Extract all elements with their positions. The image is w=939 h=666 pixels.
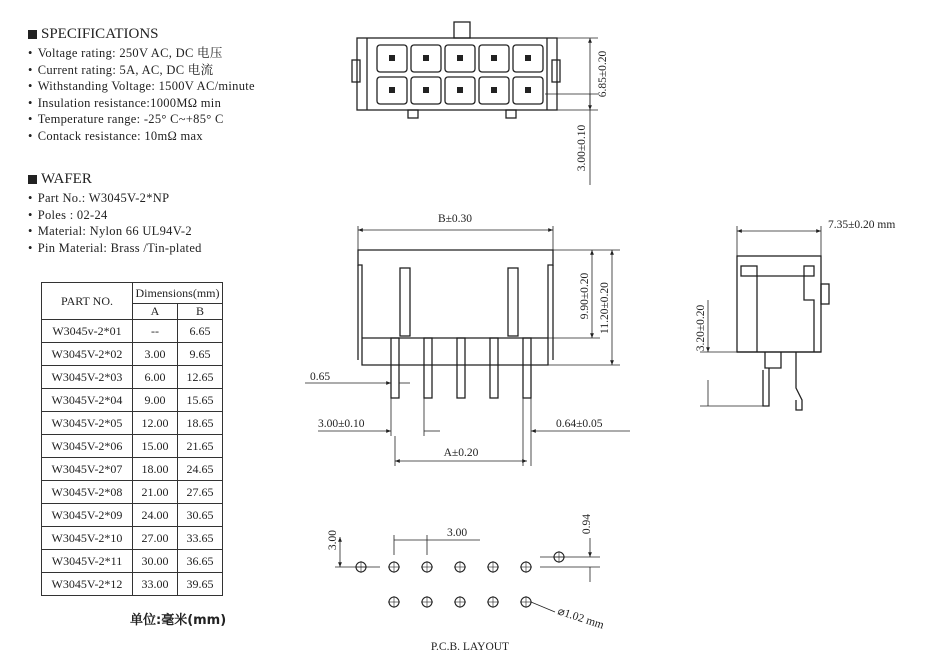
wafer-title: WAFER [41,171,92,187]
part-cell: W3045V-2*10 [42,527,133,550]
a-cell: 15.00 [133,435,178,458]
b-cell: 21.65 [178,435,223,458]
spec-item: • Temperature range: -25° C~+85° C [28,111,255,128]
dim-label: 6.85±0.20 [597,50,609,98]
dim-label: 3.00±0.10 [576,124,588,172]
dim-label: 3.00 [446,527,468,539]
dim-label: 3.00±0.10 [318,418,365,430]
col-b-header: B [178,304,223,320]
dim-label: ⌀1.02 mm [556,605,606,632]
wafer-item: • Pin Material: Brass /Tin-plated [28,240,202,257]
dim-label: 0.64±0.05 [556,418,603,430]
top-cavities [377,45,543,104]
dim-label: 7.35±0.20 mm [828,219,896,231]
b-cell: 39.65 [178,573,223,596]
spec-item: • Voltage rating: 250V AC, DC 电压 [28,45,255,62]
a-cell: 6.00 [133,366,178,389]
dim-label: B±0.30 [437,213,473,225]
part-cell: W3045V-2*06 [42,435,133,458]
col-a-header: A [133,304,178,320]
a-cell: 18.00 [133,458,178,481]
dim-label: A±0.20 [443,447,479,459]
a-cell: 33.00 [133,573,178,596]
spec-item: • Contack resistance: 10mΩ max [28,128,255,145]
part-cell: W3045V-2*05 [42,412,133,435]
part-no-header: PART NO. [42,283,133,320]
front-view [305,226,630,466]
a-cell: 27.00 [133,527,178,550]
specifications-title: SPECIFICATIONS [41,26,159,42]
spec-item: • Current rating: 5A, AC, DC 电流 [28,62,255,79]
front-pins [391,338,531,398]
side-view [700,226,829,410]
wafer-item: • Material: Nylon 66 UL94V-2 [28,223,202,240]
pcb-layout [335,535,600,612]
part-cell: W3045V-2*02 [42,343,133,366]
a-cell: 9.00 [133,389,178,412]
unit-note: 单位:毫米(mm) [130,613,227,628]
b-cell: 30.65 [178,504,223,527]
part-cell: W3045V-2*11 [42,550,133,573]
a-cell: -- [133,320,178,343]
a-cell: 30.00 [133,550,178,573]
a-cell: 24.00 [133,504,178,527]
dimensions-header: Dimensions(mm) [133,283,223,304]
pcb-layout-title: P.C.B. LAYOUT [430,641,510,653]
dim-label: 0.94 [581,513,593,535]
wafer-item: • Part No.: W3045V-2*NP [28,190,202,207]
part-cell: W3045V-2*03 [42,366,133,389]
dim-label: 3.20±0.20 [695,304,707,352]
a-cell: 12.00 [133,412,178,435]
part-cell: W3045V-2*09 [42,504,133,527]
b-cell: 15.65 [178,389,223,412]
a-cell: 21.00 [133,481,178,504]
b-cell: 9.65 [178,343,223,366]
b-cell: 6.65 [178,320,223,343]
dim-label: 3.00 [327,529,339,551]
part-cell: W3045v-2*01 [42,320,133,343]
dim-label: 0.65 [310,371,331,383]
spec-item: • Insulation resistance:1000MΩ min [28,95,255,112]
part-cell: W3045V-2*04 [42,389,133,412]
a-cell: 3.00 [133,343,178,366]
b-cell: 18.65 [178,412,223,435]
b-cell: 12.65 [178,366,223,389]
dim-label: 9.90±0.20 [579,272,591,320]
b-cell: 24.65 [178,458,223,481]
part-cell: W3045V-2*12 [42,573,133,596]
wafer-item: • Poles : 02-24 [28,207,202,224]
spec-item: • Withstanding Voltage: 1500V AC/minute [28,78,255,95]
b-cell: 36.65 [178,550,223,573]
b-cell: 33.65 [178,527,223,550]
b-cell: 27.65 [178,481,223,504]
dim-label: 11.20±0.20 [599,282,611,334]
part-cell: W3045V-2*08 [42,481,133,504]
top-view [352,22,598,185]
part-cell: W3045V-2*07 [42,458,133,481]
